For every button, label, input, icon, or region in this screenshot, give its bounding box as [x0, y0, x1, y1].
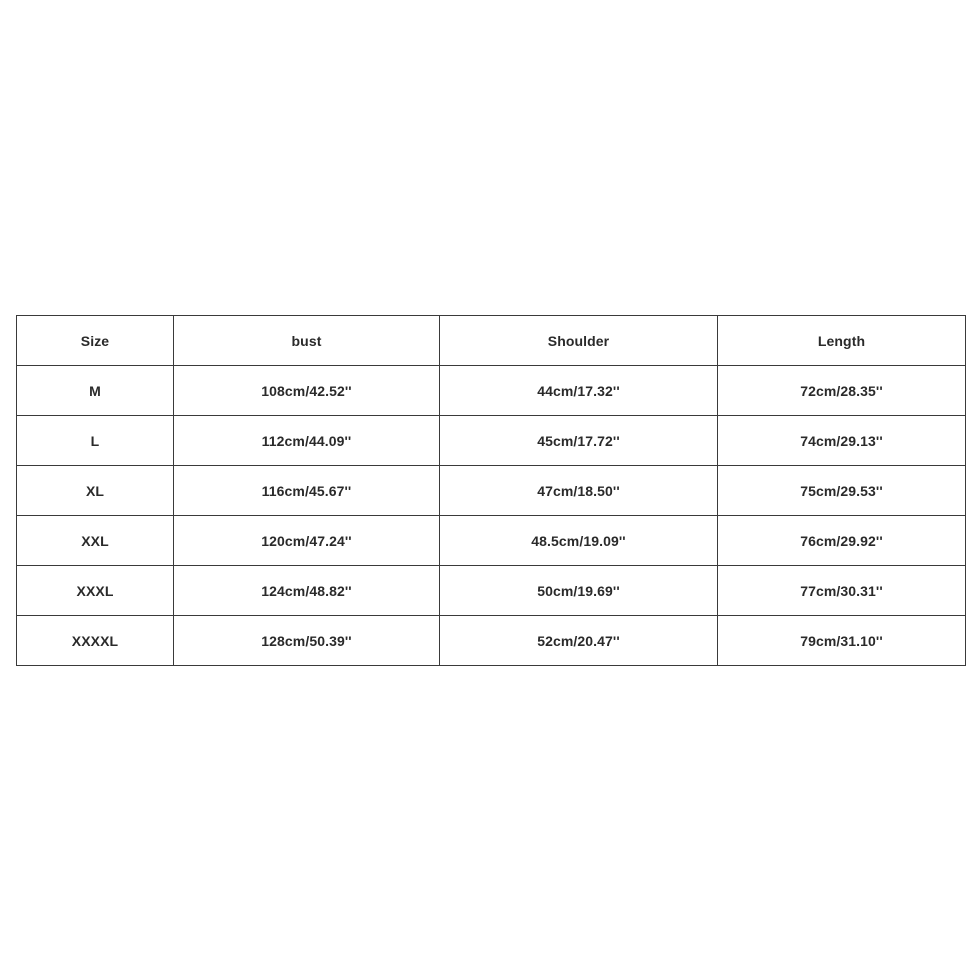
- size-cell: M: [17, 366, 174, 416]
- size-cell: XXXL: [17, 566, 174, 616]
- shoulder-cell: 50cm/19.69'': [440, 566, 718, 616]
- length-cell: 74cm/29.13'': [718, 416, 966, 466]
- size-chart-header: [17, 316, 966, 366]
- table-row: [17, 416, 966, 466]
- table-row: [17, 516, 966, 566]
- bust-cell: 116cm/45.67'': [174, 466, 440, 516]
- table-row: [17, 466, 966, 516]
- header-shoulder: Shoulder: [440, 316, 718, 366]
- size-chart-table: [16, 315, 966, 666]
- length-cell: 79cm/31.10'': [718, 616, 966, 666]
- header-size: Size: [17, 316, 174, 366]
- table-row: [17, 366, 966, 416]
- length-cell: 77cm/30.31'': [718, 566, 966, 616]
- size-cell: XL: [17, 466, 174, 516]
- table-row: [17, 616, 966, 666]
- shoulder-cell: 52cm/20.47'': [440, 616, 718, 666]
- table-row: [17, 566, 966, 616]
- header-length: Length: [718, 316, 966, 366]
- bust-cell: 124cm/48.82'': [174, 566, 440, 616]
- length-cell: 76cm/29.92'': [718, 516, 966, 566]
- length-cell: 72cm/28.35'': [718, 366, 966, 416]
- shoulder-cell: 47cm/18.50'': [440, 466, 718, 516]
- bust-cell: 112cm/44.09'': [174, 416, 440, 466]
- size-cell: XXL: [17, 516, 174, 566]
- shoulder-cell: 45cm/17.72'': [440, 416, 718, 466]
- size-cell: L: [17, 416, 174, 466]
- bust-cell: 120cm/47.24'': [174, 516, 440, 566]
- header-row: [17, 316, 966, 366]
- shoulder-cell: 44cm/17.32'': [440, 366, 718, 416]
- size-chart-body: [17, 366, 966, 666]
- size-cell: XXXXL: [17, 616, 174, 666]
- shoulder-cell: 48.5cm/19.09'': [440, 516, 718, 566]
- header-bust: bust: [174, 316, 440, 366]
- length-cell: 75cm/29.53'': [718, 466, 966, 516]
- bust-cell: 128cm/50.39'': [174, 616, 440, 666]
- bust-cell: 108cm/42.52'': [174, 366, 440, 416]
